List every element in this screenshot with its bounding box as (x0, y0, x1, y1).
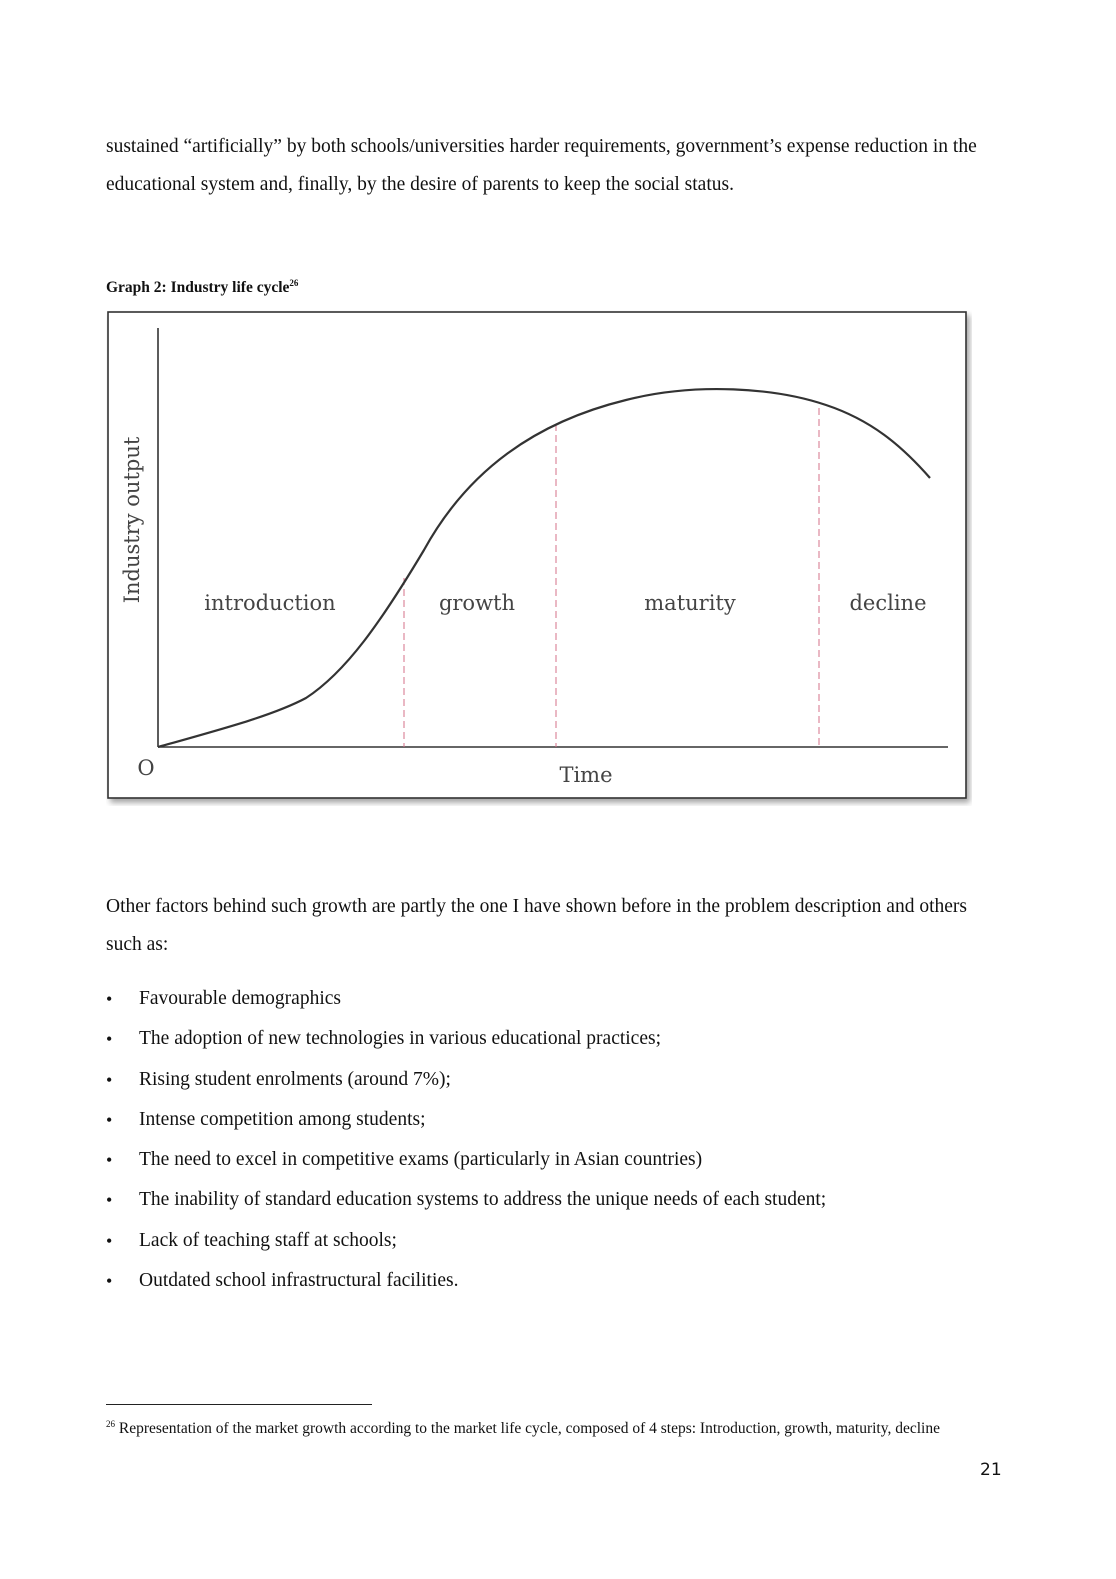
list-item-text: The inability of standard education systems to address the unique needs of each student; (139, 1189, 827, 1211)
body-paragraph-2: Other factors behind such growth are partly the one I have shown before in the problem description and others such as: (106, 896, 967, 955)
list-item (106, 1183, 826, 1223)
list-item (106, 982, 826, 1022)
list-item-text: Outdated school infrastructural facilities. (139, 1270, 459, 1292)
origin-label: O (137, 756, 155, 780)
footnote-text: Representation of the market growth according to the market life cycle, composed of 4 steps: Introduction, growth, maturity, decline (118, 1420, 940, 1437)
list-item (106, 1143, 826, 1183)
list-item-text: Lack of teaching staff at schools; (139, 1229, 397, 1251)
page-number: 21 (980, 1460, 1002, 1480)
list-item-text: The adoption of new technologies in various educational practices; (139, 1028, 661, 1050)
bullet-icon: • (106, 1190, 113, 1211)
list-item (106, 1022, 826, 1062)
list-item-text: Favourable demographics (139, 988, 341, 1009)
bullet-icon: • (106, 1109, 113, 1130)
body-paragraph-1: sustained “artificially” by both schools/universities harder requirements, government’s expense reduction in the educational system and, finally, by the desire of parents to keep the social status. (106, 136, 977, 195)
list-item-text: Rising student enrolments (around 7%); (139, 1068, 451, 1090)
industry-life-cycle-chart (106, 310, 972, 806)
x-axis-label: Time (559, 763, 613, 787)
bullet-icon: • (106, 1150, 113, 1171)
stage-label-growth: growth (438, 591, 516, 615)
figure-caption-text: Graph 2: Industry life cycle (106, 279, 290, 296)
y-axis-label: Industry output (120, 436, 144, 604)
list-item (106, 1063, 826, 1103)
bullet-icon: • (106, 1230, 113, 1251)
stage-label-introduction: introduction (204, 591, 336, 615)
figure-caption (106, 278, 298, 297)
stage-label-maturity: maturity (644, 591, 736, 615)
list-item (106, 1264, 826, 1304)
list-item-text: The need to excel in competitive exams (particularly in Asian countries) (139, 1149, 703, 1171)
bullet-icon: • (106, 1271, 113, 1292)
factor-list (106, 982, 826, 1304)
caption-footnote-ref: 26 (289, 278, 299, 288)
bullet-icon: • (106, 989, 113, 1009)
footnote (106, 1414, 1006, 1439)
list-item-text: Intense competition among students; (139, 1108, 426, 1130)
list-item (106, 1103, 826, 1143)
footnote-number: 26 (106, 1419, 115, 1429)
bullet-icon: • (106, 1029, 113, 1050)
list-item (106, 1224, 826, 1264)
bullet-icon: • (106, 1069, 113, 1090)
stage-label-decline: decline (849, 591, 927, 615)
footnote-divider (106, 1404, 372, 1405)
